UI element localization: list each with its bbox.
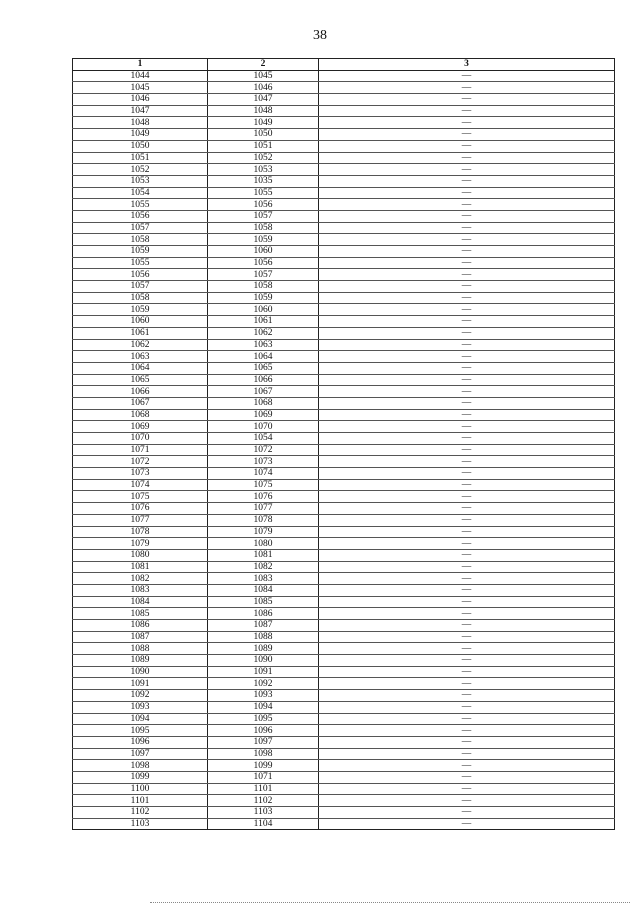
cell-col1: 1059 [73,304,208,316]
table-row [73,620,615,632]
cell-col3: — [319,748,615,760]
table-row [73,666,615,678]
cell-col3: — [319,468,615,480]
table-row [73,491,615,503]
cell-col3: — [319,514,615,526]
cell-col2: 1087 [208,620,319,632]
cell-col1: 1102 [73,807,208,819]
cell-col3: — [319,292,615,304]
cell-col1: 1069 [73,421,208,433]
cell-col2: 1055 [208,187,319,199]
cell-col1: 1045 [73,82,208,94]
cell-col1: 1079 [73,538,208,550]
cell-col2: 1048 [208,105,319,117]
cell-col2: 1082 [208,561,319,573]
cell-col1: 1101 [73,795,208,807]
cell-col2: 1071 [208,771,319,783]
cell-col1: 1071 [73,444,208,456]
cell-col2: 1063 [208,339,319,351]
cell-col2: 1058 [208,222,319,234]
cell-col3: — [319,620,615,632]
table-row [73,631,615,643]
cell-col2: 1078 [208,514,319,526]
table-row [73,386,615,398]
cell-col2: 1074 [208,468,319,480]
table-row [73,561,615,573]
cell-col1: 1077 [73,514,208,526]
cell-col3: — [319,234,615,246]
cell-col2: 1092 [208,678,319,690]
cell-col1: 1086 [73,620,208,632]
cell-col1: 1085 [73,608,208,620]
cell-col2: 1091 [208,666,319,678]
cell-col1: 1082 [73,573,208,585]
cell-col3: — [319,538,615,550]
table-row [73,351,615,363]
table-row [73,433,615,445]
cell-col3: — [319,199,615,211]
cell-col2: 1057 [208,269,319,281]
cell-col3: — [319,362,615,374]
cell-col1: 1092 [73,690,208,702]
cell-col1: 1056 [73,269,208,281]
cell-col2: 1054 [208,433,319,445]
cell-col1: 1081 [73,561,208,573]
table-row [73,164,615,176]
cell-col3: — [319,339,615,351]
cell-col2: 1057 [208,210,319,222]
table-row [73,444,615,456]
cell-col3: — [319,152,615,164]
cell-col1: 1050 [73,140,208,152]
cell-col1: 1058 [73,292,208,304]
table-row [73,82,615,94]
cell-col2: 1073 [208,456,319,468]
cell-col1: 1055 [73,199,208,211]
cell-col1: 1103 [73,818,208,830]
cell-col1: 1048 [73,117,208,129]
cell-col3: — [319,643,615,655]
cell-col3: — [319,549,615,561]
cell-col1: 1054 [73,187,208,199]
table-row [73,643,615,655]
cell-col3: — [319,82,615,94]
cell-col1: 1089 [73,655,208,667]
cell-col1: 1057 [73,222,208,234]
cell-col3: — [319,807,615,819]
cell-col2: 1075 [208,479,319,491]
cell-col3: — [319,187,615,199]
cell-col3: — [319,736,615,748]
data-table [72,58,615,830]
cell-col1: 1084 [73,596,208,608]
table-row [73,175,615,187]
cell-col1: 1096 [73,736,208,748]
table-row [73,187,615,199]
cell-col1: 1087 [73,631,208,643]
cell-col2: 1072 [208,444,319,456]
cell-col3: — [319,444,615,456]
cell-col2: 1099 [208,760,319,772]
cell-col1: 1076 [73,503,208,515]
cell-col2: 1084 [208,584,319,596]
cell-col2: 1085 [208,596,319,608]
table-row [73,538,615,550]
cell-col3: — [319,409,615,421]
cell-col3: — [319,690,615,702]
cell-col3: — [319,374,615,386]
cell-col2: 1098 [208,748,319,760]
cell-col1: 1072 [73,456,208,468]
table-row [73,514,615,526]
cell-col1: 1059 [73,246,208,258]
cell-col2: 1056 [208,199,319,211]
table-row [73,327,615,339]
table-row [73,725,615,737]
cell-col3: — [319,94,615,106]
cell-col2: 1093 [208,690,319,702]
cell-col3: — [319,327,615,339]
table-row [73,409,615,421]
table-row [73,526,615,538]
cell-col1: 1098 [73,760,208,772]
table-row [73,117,615,129]
cell-col2: 1086 [208,608,319,620]
table-row [73,573,615,585]
cell-col3: — [319,164,615,176]
cell-col2: 1045 [208,70,319,82]
cell-col2: 1068 [208,397,319,409]
table-row [73,713,615,725]
cell-col2: 1062 [208,327,319,339]
table-row [73,818,615,830]
cell-col2: 1050 [208,129,319,141]
cell-col1: 1097 [73,748,208,760]
table-row [73,456,615,468]
table-row [73,70,615,82]
table-row [73,397,615,409]
cell-col3: — [319,561,615,573]
cell-col3: — [319,666,615,678]
cell-col1: 1070 [73,433,208,445]
cell-col3: — [319,760,615,772]
table-row [73,596,615,608]
cell-col1: 1044 [73,70,208,82]
table-row [73,94,615,106]
table-row [73,468,615,480]
cell-col1: 1073 [73,468,208,480]
cell-col1: 1068 [73,409,208,421]
column-header-2: 2 [208,59,319,71]
cell-col2: 1058 [208,281,319,293]
cell-col3: — [319,281,615,293]
cell-col3: — [319,655,615,667]
cell-col3: — [319,129,615,141]
cell-col1: 1052 [73,164,208,176]
table-row [73,771,615,783]
table-row [73,421,615,433]
cell-col2: 1047 [208,94,319,106]
cell-col2: 1076 [208,491,319,503]
cell-col3: — [319,421,615,433]
page-number: 38 [313,28,327,43]
cell-col2: 1083 [208,573,319,585]
cell-col1: 1060 [73,316,208,328]
cell-col3: — [319,584,615,596]
cell-col1: 1062 [73,339,208,351]
cell-col3: — [319,316,615,328]
cell-col2: 1101 [208,783,319,795]
cell-col2: 1060 [208,246,319,258]
table-row [73,701,615,713]
table-row [73,105,615,117]
cell-col2: 1059 [208,292,319,304]
table-header-row [73,59,615,71]
cell-col3: — [319,386,615,398]
cell-col1: 1053 [73,175,208,187]
cell-col2: 1035 [208,175,319,187]
table-row [73,736,615,748]
table-row [73,234,615,246]
cell-col3: — [319,269,615,281]
cell-col2: 1103 [208,807,319,819]
cell-col2: 1064 [208,351,319,363]
cell-col3: — [319,397,615,409]
cell-col2: 1046 [208,82,319,94]
cell-col3: — [319,70,615,82]
cell-col3: — [319,771,615,783]
table-row [73,807,615,819]
cell-col1: 1078 [73,526,208,538]
column-header-1: 1 [73,59,208,71]
cell-col3: — [319,795,615,807]
cell-col2: 1095 [208,713,319,725]
table-row [73,549,615,561]
cell-col1: 1065 [73,374,208,386]
cell-col3: — [319,573,615,585]
table-row [73,152,615,164]
table-row [73,678,615,690]
cell-col3: — [319,222,615,234]
table-body [73,70,615,830]
cell-col3: — [319,117,615,129]
cell-col3: — [319,491,615,503]
table-row [73,748,615,760]
cell-col1: 1074 [73,479,208,491]
cell-col2: 1052 [208,152,319,164]
table-row [73,199,615,211]
table-row [73,269,615,281]
cell-col2: 1089 [208,643,319,655]
cell-col1: 1083 [73,584,208,596]
cell-col1: 1056 [73,210,208,222]
table-row [73,795,615,807]
cell-col2: 1080 [208,538,319,550]
cell-col3: — [319,433,615,445]
cell-col2: 1088 [208,631,319,643]
table-row [73,210,615,222]
cell-col3: — [319,818,615,830]
footer-divider [150,902,630,903]
table-row [73,257,615,269]
table-row [73,690,615,702]
cell-col1: 1061 [73,327,208,339]
cell-col2: 1066 [208,374,319,386]
cell-col2: 1056 [208,257,319,269]
cell-col3: — [319,713,615,725]
cell-col3: — [319,246,615,258]
cell-col2: 1067 [208,386,319,398]
cell-col3: — [319,783,615,795]
cell-col1: 1090 [73,666,208,678]
cell-col2: 1097 [208,736,319,748]
cell-col2: 1059 [208,234,319,246]
cell-col3: — [319,304,615,316]
cell-col2: 1077 [208,503,319,515]
cell-col3: — [319,175,615,187]
cell-col3: — [319,725,615,737]
table-row [73,140,615,152]
cell-col2: 1081 [208,549,319,561]
cell-col1: 1080 [73,549,208,561]
cell-col2: 1079 [208,526,319,538]
table-row [73,304,615,316]
cell-col1: 1047 [73,105,208,117]
cell-col1: 1055 [73,257,208,269]
cell-col3: — [319,678,615,690]
cell-col3: — [319,503,615,515]
cell-col3: — [319,631,615,643]
cell-col3: — [319,210,615,222]
cell-col1: 1051 [73,152,208,164]
table-row [73,479,615,491]
table-row [73,316,615,328]
cell-col3: — [319,608,615,620]
cell-col1: 1046 [73,94,208,106]
cell-col1: 1100 [73,783,208,795]
cell-col1: 1094 [73,713,208,725]
cell-col2: 1090 [208,655,319,667]
table-row [73,362,615,374]
table-row [73,655,615,667]
table-row [73,503,615,515]
cell-col1: 1064 [73,362,208,374]
cell-col2: 1096 [208,725,319,737]
cell-col1: 1093 [73,701,208,713]
table-row [73,292,615,304]
table-row [73,608,615,620]
cell-col3: — [319,479,615,491]
cell-col1: 1091 [73,678,208,690]
cell-col3: — [319,596,615,608]
table-row [73,246,615,258]
table-row [73,222,615,234]
cell-col1: 1063 [73,351,208,363]
cell-col3: — [319,456,615,468]
cell-col1: 1067 [73,397,208,409]
column-header-3: 3 [319,59,615,71]
cell-col3: — [319,140,615,152]
cell-col2: 1049 [208,117,319,129]
table-row [73,129,615,141]
cell-col2: 1102 [208,795,319,807]
cell-col1: 1088 [73,643,208,655]
cell-col2: 1070 [208,421,319,433]
table-row [73,374,615,386]
table-row [73,339,615,351]
cell-col2: 1060 [208,304,319,316]
cell-col2: 1104 [208,818,319,830]
table-row [73,783,615,795]
cell-col2: 1061 [208,316,319,328]
cell-col1: 1099 [73,771,208,783]
cell-col3: — [319,105,615,117]
cell-col2: 1065 [208,362,319,374]
table-row [73,281,615,293]
cell-col2: 1069 [208,409,319,421]
cell-col3: — [319,257,615,269]
cell-col1: 1049 [73,129,208,141]
cell-col2: 1053 [208,164,319,176]
cell-col1: 1057 [73,281,208,293]
cell-col1: 1058 [73,234,208,246]
cell-col3: — [319,701,615,713]
table-row [73,760,615,772]
cell-col3: — [319,526,615,538]
cell-col1: 1075 [73,491,208,503]
cell-col1: 1066 [73,386,208,398]
cell-col3: — [319,351,615,363]
cell-col1: 1095 [73,725,208,737]
table-row [73,584,615,596]
cell-col2: 1094 [208,701,319,713]
cell-col2: 1051 [208,140,319,152]
